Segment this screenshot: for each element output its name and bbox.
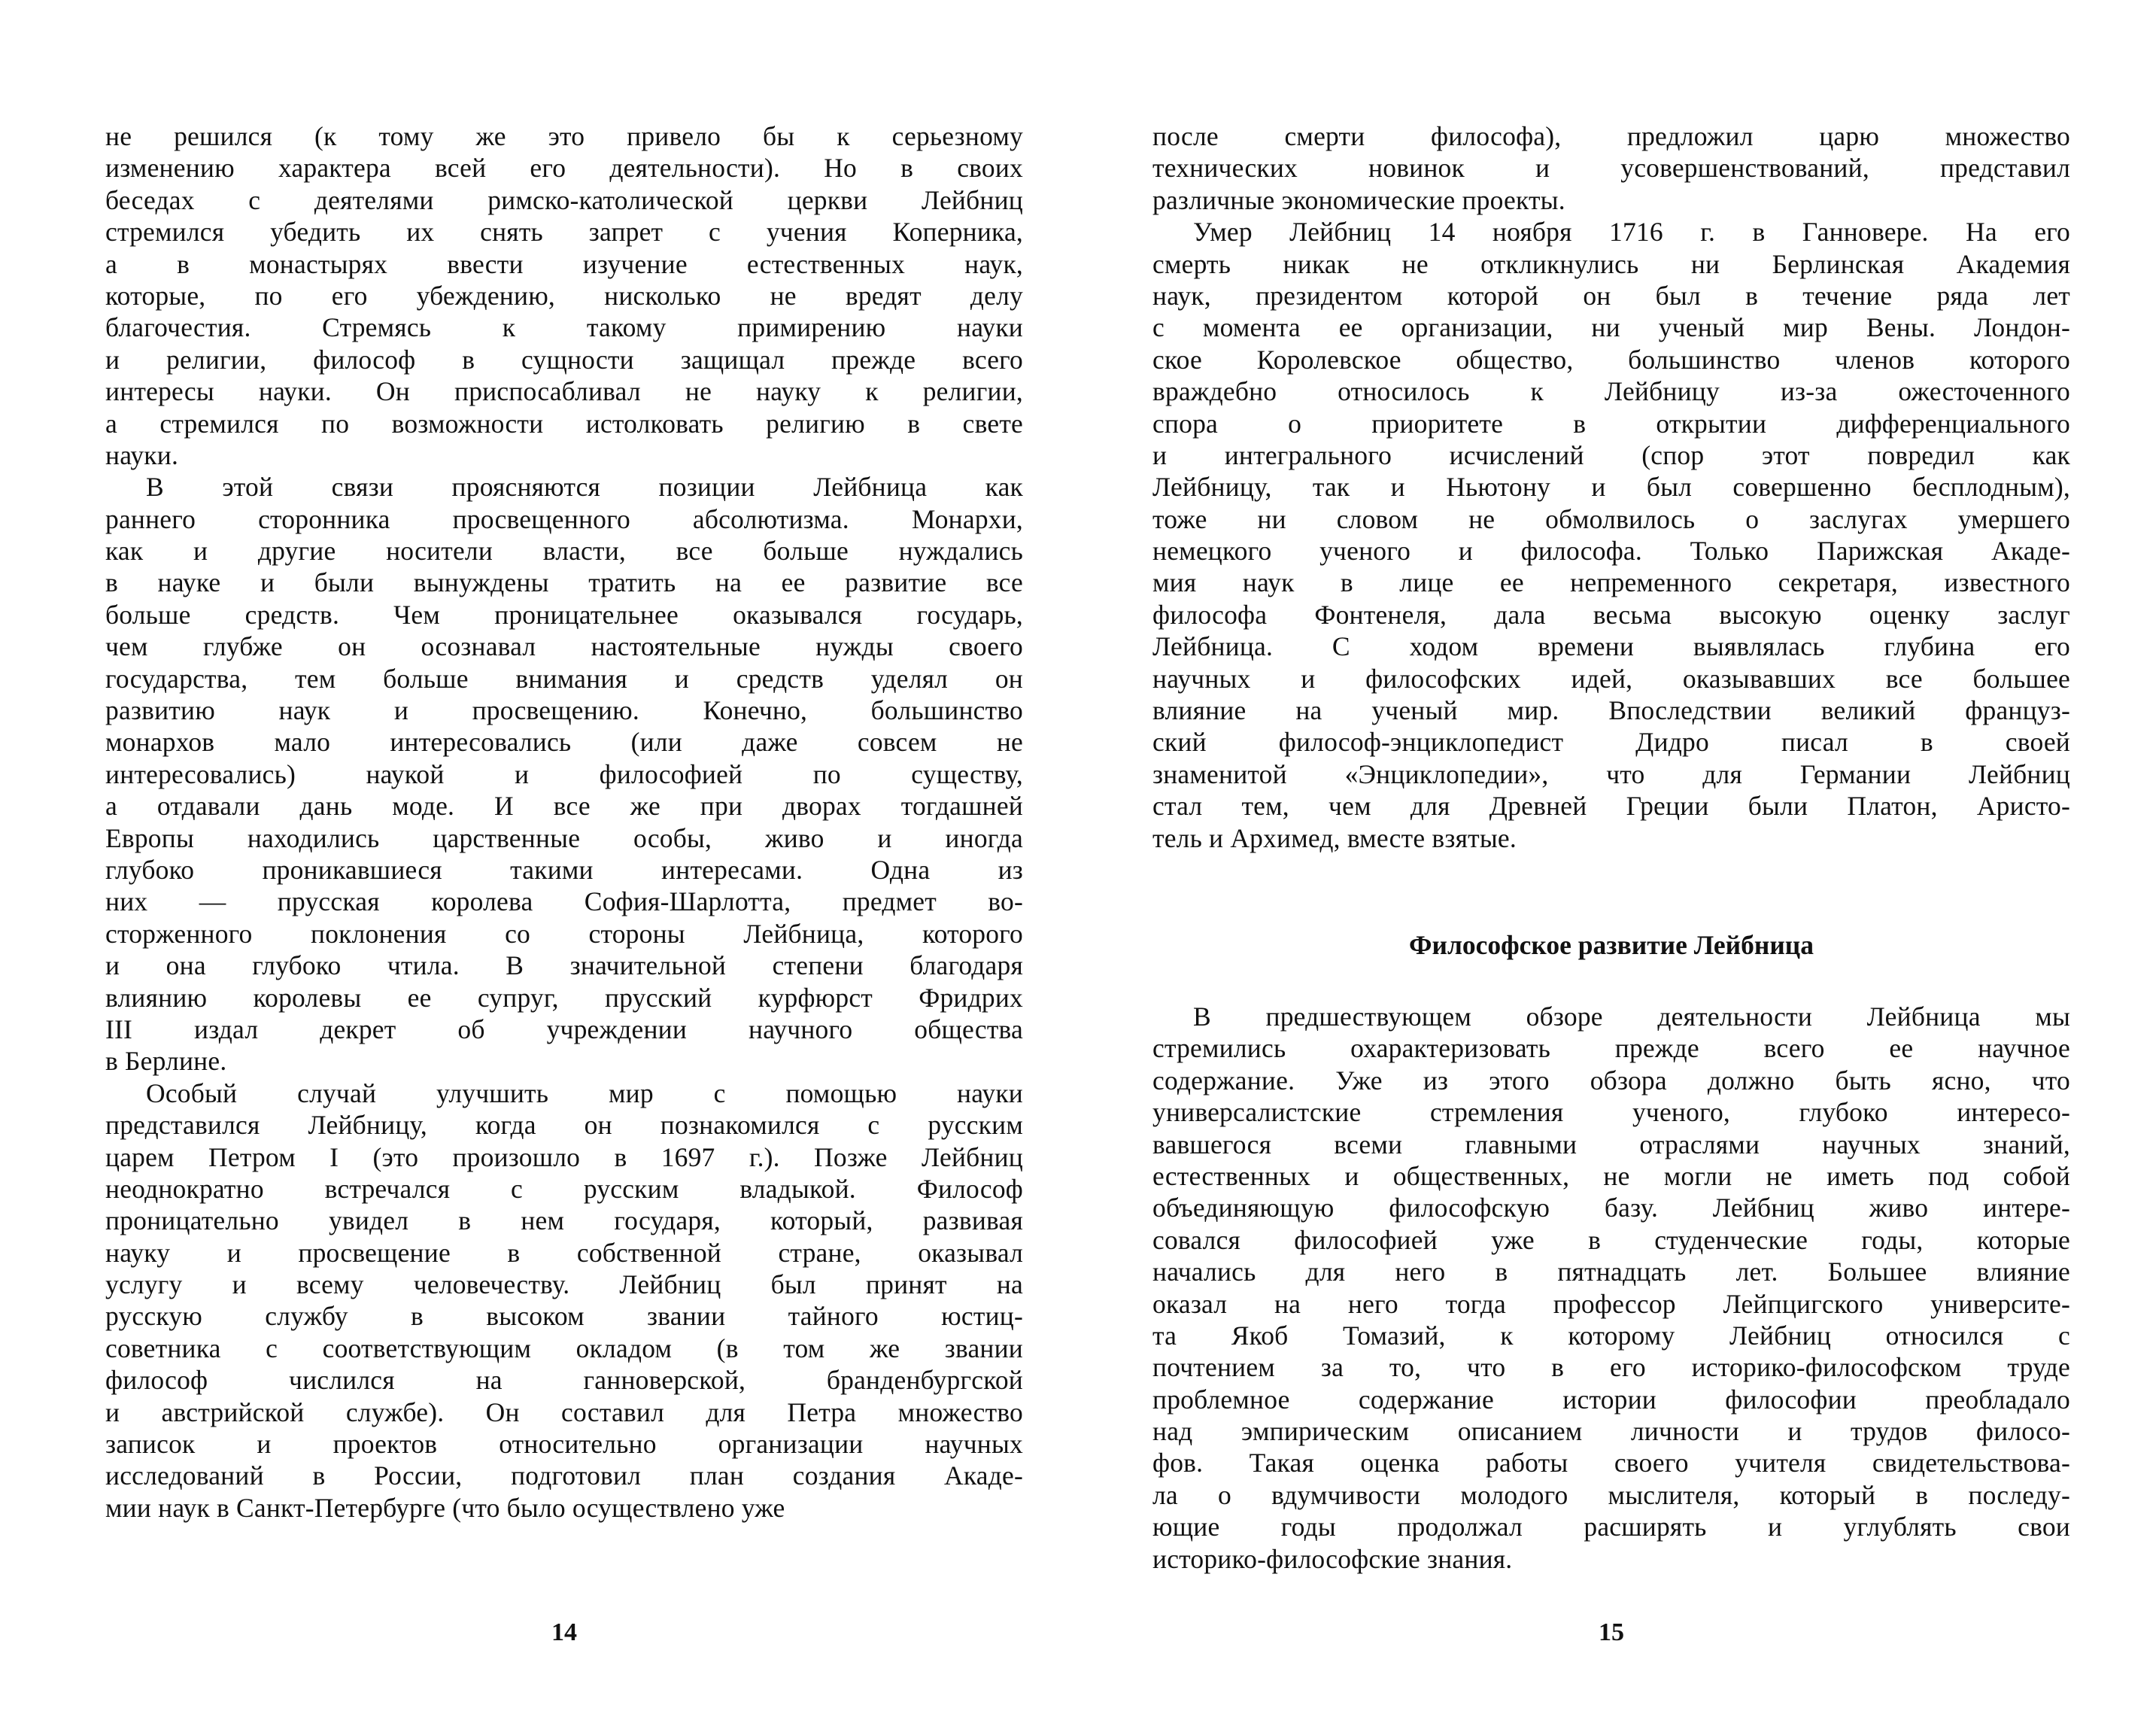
text-line: изменению характера всей его деятельности). Но в своих [105,153,1023,184]
text-line: совался философией уже в студенческие годы, которые [1152,1224,2070,1255]
text-line: в науке и были вынуждены тратить на ее развитие все [105,567,1023,598]
text-line: В предшествующем обзоре деятельности Лейбница мы [1193,1001,2070,1032]
text-line: а стремился по возможности истолковать религию в свете [105,408,1023,439]
text-line: Европы находились царственные особы, живо и иногда [105,822,1023,853]
text-line: содержание. Уже из этого обзора должно быть ясно, что [1152,1065,2070,1096]
text-line: которые, по его убеждению, нисколько не вредят делу [105,280,1023,311]
text-line: а в монастырях ввести изучение естественных наук, [105,248,1023,279]
text-line: и религии, философ в сущности защищал прежде всего [105,344,1023,375]
text-line: наук, президентом которой он был в течение ряда лет [1152,280,2070,311]
text-line: проблемное содержание истории философии преобладало [1152,1384,2070,1415]
text-line: и австрийской службе). Он составил для Петра множество [105,1396,1023,1427]
text-line: науку и просвещение в собственной стране, оказывал [105,1237,1023,1268]
text-line: раннего сторонника просвещенного абсолютизма. Монархи, [105,503,1023,534]
text-line: различные экономические проекты. [1152,184,1565,215]
text-line: смерть никак не откликнулись ни Берлинская Академия [1152,248,2070,279]
left-page [105,0,1023,1720]
text-line: царем Петром I (это произошло в 1697 г.). Позже Лейбниц [105,1141,1023,1172]
text-line: после смерти философа), предложил царю множество [1152,121,2070,151]
text-line: вавшегося всеми главными отраслями научных знаний, [1152,1129,2070,1159]
text-line: влияние на ученый мир. Впоследствии великий француз- [1152,695,2070,726]
text-line: ский философ-энциклопедист Дидро писал в своей [1152,727,2070,758]
text-line: а отдавали дань моде. И все же при дворах тогдашней [105,791,1023,822]
text-line: не решился (к тому же это привело бы к серьезному [105,121,1023,151]
text-line: как и другие носители власти, все больше нуждались [105,536,1023,567]
text-line: почтением за то, что в его историко-философском труде [1152,1352,2070,1383]
text-line: влиянию королевы ее супруг, прусский курфюрст Фридрих [105,982,1023,1013]
text-line: ющие годы продолжал расширять и углублять свои [1152,1512,2070,1542]
text-line: них — прусская королева София-Шарлотта, предмет во- [105,886,1023,917]
text-line: знаменитой «Энциклопедии», что для Германии Лейбниц [1152,758,2070,789]
text-line: ла о вдумчивости молодого мыслителя, который в последу- [1152,1479,2070,1510]
text-line: услугу и всему человечеству. Лейбниц был принят на [105,1269,1023,1300]
text-line: стремились охарактеризовать прежде всего ее научное [1152,1033,2070,1064]
text-line: и она глубоко чтила. В значительной степени благодаря [105,950,1023,981]
text-line: историко-философские знания. [1152,1543,1513,1574]
text-line: технических новинок и усовершенствований, представил [1152,153,2070,184]
text-line: с момента ее организации, ни ученый мир Вены. Лондон- [1152,312,2070,343]
text-line: Умер Лейбниц 14 ноября 1716 г. в Ганновере. На его [1193,217,2070,248]
text-line: спора о приоритете в открытии дифференциального [1152,408,2070,439]
text-line: мия наук в лице ее непременного секретаря, известного [1152,567,2070,598]
text-line: Лейбница. С ходом времени выявлялась глубина его [1152,631,2070,662]
text-line: представился Лейбницу, когда он познакомился с русским [105,1110,1023,1141]
text-line: философа Фонтенеля, дала весьма высокую оценку заслуг [1152,599,2070,630]
text-line: стремился убедить их снять запрет с учения Коперника, [105,217,1023,248]
text-line: исследований в России, подготовил план создания Акаде- [105,1460,1023,1491]
text-line: научных и философских идей, оказывавших все большее [1152,663,2070,694]
text-line: записок и проектов относительно организации научных [105,1429,1023,1460]
left-page-number: 14 [551,1618,577,1646]
text-line: оказал на него тогда профессор Лейпцигского университе- [1152,1288,2070,1319]
text-line: советника с соответствующим окладом (в том же звании [105,1333,1023,1363]
right-page-text-top [1152,120,2070,854]
text-line: беседах с деятелями римско-католической церкви Лейбниц [105,184,1023,215]
text-line: русскую службу в высоком звании тайного юстиц- [105,1301,1023,1332]
text-line: философ числился на ганноверской, бранденбургской [105,1365,1023,1396]
text-line: фов. Такая оценка работы своего учителя свидетельствова- [1152,1448,2070,1478]
text-line: объединяющую философскую базу. Лейбниц живо интере- [1152,1193,2070,1223]
text-line: в Берлине. [105,1046,227,1077]
text-line: науки. [105,439,179,470]
text-line: та Якоб Томазий, к которому Лейбниц относился с [1152,1320,2070,1351]
right-page-number: 15 [1599,1618,1624,1646]
text-line: начались для него в пятнадцать лет. Большее влияние [1152,1257,2070,1287]
text-line: тоже ни словом не обмолвилось о заслугах умершего [1152,503,2070,534]
text-line: неоднократно встречался с русским владыкой. Философ [105,1173,1023,1204]
text-line: проницательно увидел в нем государя, который, развивая [105,1205,1023,1236]
text-line: государства, тем больше внимания и средств уделял он [105,663,1023,694]
text-line: В этой связи проясняются позиции Лейбница как [146,472,1023,503]
text-line: стал тем, чем для Древней Греции были Платон, Аристо- [1152,791,2070,822]
text-line: благочестия. Стремясь к такому примирению науки [105,312,1023,343]
text-line: развитию наук и просвещению. Конечно, большинство [105,695,1023,726]
text-line: над эмпирическим описанием личности и трудов филосо- [1152,1416,2070,1447]
text-line: мии наук в Санкт-Петербурге (что было осуществлено уже [105,1492,785,1523]
text-line: универсалистские стремления ученого, глубоко интересо- [1152,1097,2070,1128]
text-line: естественных и общественных, не могли не иметь под собой [1152,1160,2070,1191]
text-line: глубоко проникавшиеся такими интересами. Одна из [105,854,1023,885]
text-line: интересы науки. Он приспосабливал не науку к религии, [105,376,1023,407]
text-line: Особый случай улучшить мир с помощью науки [146,1077,1023,1108]
text-line: III издал декрет об учреждении научного общества [105,1013,1023,1044]
text-line: тель и Архимед, вместе взятые. [1152,822,1517,853]
text-line: и интегрального исчислений (спор этот повредил как [1152,439,2070,470]
right-page [1152,0,2070,1720]
text-line: ское Королевское общество, большинство членов которого [1152,344,2070,375]
text-line: чем глубже он осознавал настоятельные нужды своего [105,631,1023,662]
text-line: немецкого ученого и философа. Только Парижская Акаде- [1152,536,2070,567]
text-line: интересовались) наукой и философией по существу, [105,758,1023,789]
section-heading: Философское развитие Лейбница [1409,930,1814,960]
left-page-text [105,120,1023,1524]
text-line: враждебно относилось к Лейбницу из-за ожесточенного [1152,376,2070,407]
text-line: сторженного поклонения со стороны Лейбница, которого [105,918,1023,949]
right-page-text-bottom [1152,1001,2070,1575]
text-line: Лейбницу, так и Ньютону и был совершенно бесплодным), [1152,472,2070,503]
text-line: монархов мало интересовались (или даже совсем не [105,727,1023,758]
text-line: больше средств. Чем проницательнее оказывался государь, [105,599,1023,630]
